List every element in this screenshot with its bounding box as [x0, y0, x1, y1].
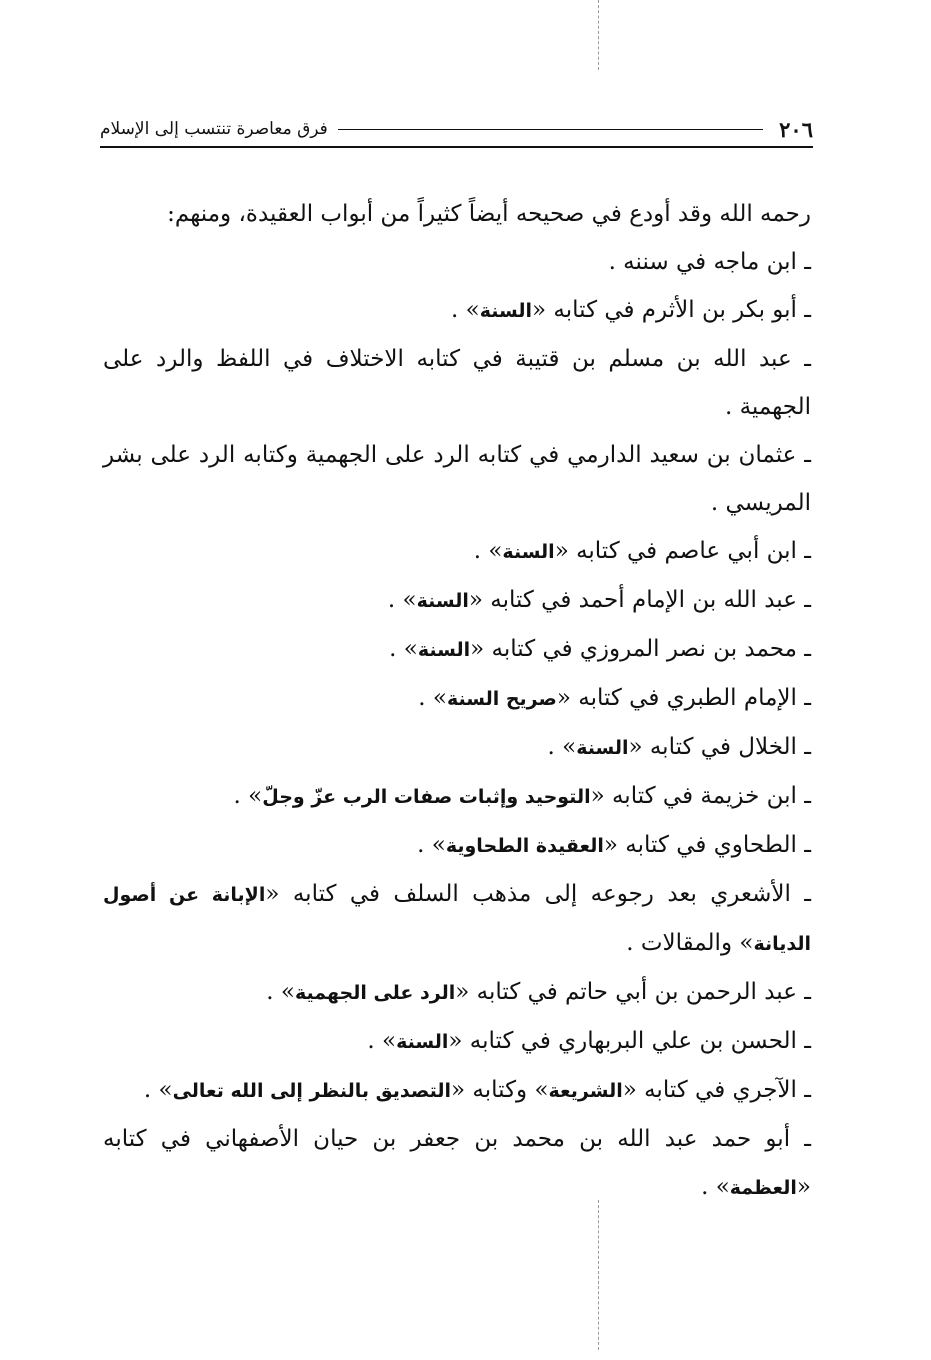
list-item: ـ عبد الله بن الإمام أحمد في كتابه «السنة» .: [387, 587, 811, 613]
book-name: السنة: [396, 1031, 449, 1053]
list-item: ـ الآجري في كتابه «الشريعة» وكتابه «التصديق بالنظر إلى الله تعالى» .: [143, 1077, 811, 1103]
list-item: ـ محمد بن نصر المروزي في كتابه «السنة» .: [389, 636, 811, 662]
list-item: ـ ابن خزيمة في كتابه «التوحيد وإثبات صفات الرب عزّ وجلّ» .: [233, 783, 811, 809]
list-item: ـ الخلال في كتابه «السنة» .: [547, 734, 811, 760]
list-item: ـ ابن ماجه في سننه .: [608, 249, 811, 275]
list-item: ـ الإمام الطبري في كتابه «صريح السنة» .: [418, 685, 811, 711]
running-header: [100, 112, 813, 148]
list-item: ـ أبو بكر بن الأثرم في كتابه «السنة» .: [451, 297, 811, 323]
book-name: التوحيد وإثبات صفات الرب عزّ وجلّ: [262, 786, 591, 808]
intro-paragraph: رحمه الله وقد أودع في صحيحه أيضاً كثيراً من أبواب العقيدة، ومنهم:: [167, 201, 811, 227]
book-name: السنة: [576, 737, 629, 759]
list-item: ـ الطحاوي في كتابه «العقيدة الطحاوية» .: [417, 832, 811, 858]
book-name: العظمة: [729, 1177, 797, 1199]
text-body: [103, 190, 811, 1212]
list-item: ـ أبو حمد عبد الله بن محمد بن جعفر بن حيان الأصفهاني في كتابه «العظمة» .: [103, 1126, 811, 1200]
list-item: ـ الحسن بن علي البربهاري في كتابه «السنة» .: [367, 1028, 811, 1054]
book-name: السنة: [416, 590, 469, 612]
scan-fold-mark-bottom: [598, 1200, 599, 1350]
book-name: السنة: [502, 541, 555, 563]
list-item: ـ ابن أبي عاصم في كتابه «السنة» .: [473, 538, 811, 564]
book-name: التصديق بالنظر إلى الله تعالى: [172, 1080, 452, 1102]
book-name: الإبانة عن أصول الديانة: [103, 884, 811, 955]
book-title: فرق معاصرة تنتسب إلى الإسلام: [100, 119, 328, 139]
list-item: ـ الأشعري بعد رجوعه إلى مذهب السلف في كتابه «الإبانة عن أصول الديانة» والمقالات .: [103, 881, 811, 956]
page-number: ٢٠٦: [779, 116, 813, 142]
book-name: السنة: [479, 300, 532, 322]
book-name: الرد على الجهمية: [294, 982, 456, 1004]
book-name: صريح السنة: [446, 688, 557, 710]
scan-fold-mark-top: [598, 0, 599, 70]
book-name: العقيدة الطحاوية: [445, 835, 604, 857]
header-rule: [338, 129, 763, 130]
list-item: ـ عثمان بن سعيد الدارمي في كتابه الرد على الجهمية وكتابه الرد على بشر المريسي .: [103, 442, 811, 516]
book-name: السنة: [417, 639, 471, 661]
list-item: ـ عبد الله بن مسلم بن قتيبة في كتابه الاختلاف في اللفظ والرد على الجهمية .: [103, 346, 811, 420]
book-name: الشريعة: [548, 1080, 623, 1102]
list-item: ـ عبد الرحمن بن أبي حاتم في كتابه «الرد على الجهمية» .: [266, 979, 811, 1005]
